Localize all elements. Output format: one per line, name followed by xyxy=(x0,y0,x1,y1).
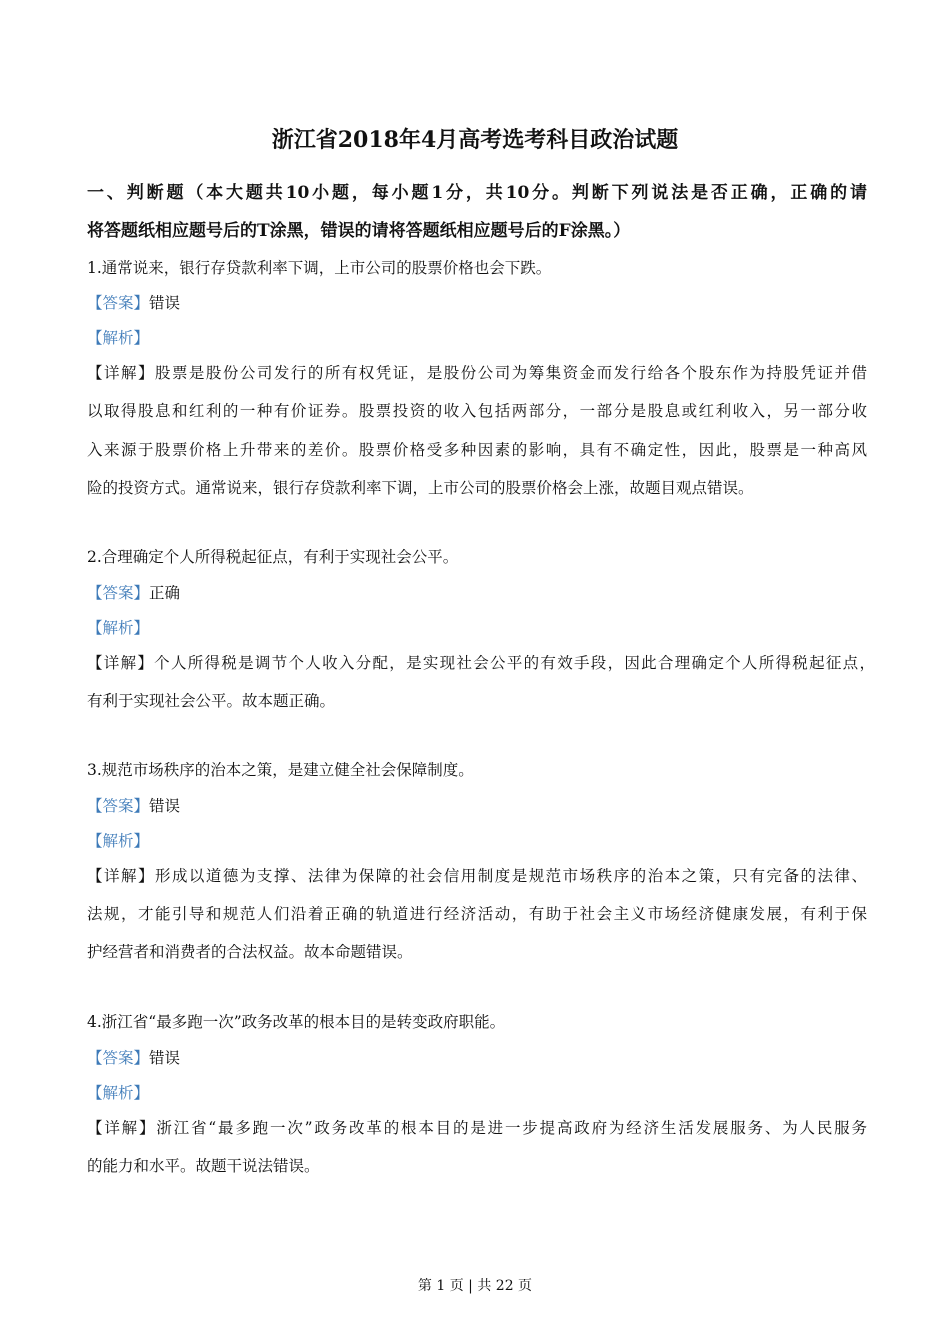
detail-text: 浙江省“最多跑一次”政务改革的根本目的是进一步提高政府为经济生活发展服务、为人民服务 xyxy=(156,1119,867,1137)
detail-1-line-2: 以取得股息和红利的一种有价证券。股票投资的收入包括两部分，一部分是股息或红利收入，另一部分收 xyxy=(87,402,867,420)
answer-3 xyxy=(87,796,180,816)
detail-3-line-3: 护经营者和消费者的合法权益。故本命题错误。 xyxy=(87,943,413,961)
question-3: 3.规范市场秩序的治本之策，是建立健全社会保障制度。 xyxy=(87,761,474,779)
answer-4 xyxy=(87,1048,180,1068)
page-title: 浙江省2018年4月高考选考科目政治试题 xyxy=(271,127,679,153)
analysis-label: 【解析】 xyxy=(87,619,150,637)
answer-label: 【答案】 xyxy=(87,797,150,815)
detail-3-line-1 xyxy=(87,866,867,886)
detail-text: 股票是股份公司发行的所有权凭证，是股份公司为筹集资金而发行给各个股东作为持股凭证并借 xyxy=(154,364,867,382)
detail-4-line-2: 的能力和水平。故题干说法错误。 xyxy=(87,1157,320,1175)
question-1: 1.通常说来，银行存贷款利率下调，上市公司的股票价格也会下跌。 xyxy=(87,259,552,277)
answer-label: 【答案】 xyxy=(87,584,150,602)
section-heading-line-2: 将答题纸相应题号后的T涂黑，错误的请将答题纸相应题号后的F涂黑。） xyxy=(87,221,631,241)
detail-2-line-2: 有利于实现社会公平。故本题正确。 xyxy=(87,692,336,710)
analysis-label: 【解析】 xyxy=(87,1084,150,1102)
analysis-label: 【解析】 xyxy=(87,329,150,347)
answer-value: 错误 xyxy=(149,294,181,312)
answer-value: 错误 xyxy=(149,797,181,815)
question-2: 2.合理确定个人所得税起征点，有利于实现社会公平。 xyxy=(87,548,459,566)
section-heading-line-1: 一、判断题（本大题共10小题，每小题1分，共10分。判断下列说法是否正确，正确的请 xyxy=(87,183,867,203)
answer-label: 【答案】 xyxy=(87,1049,150,1067)
question-4: 4.浙江省“最多跑一次”政务改革的根本目的是转变政府职能。 xyxy=(87,1013,506,1031)
detail-text: 形成以道德为支撑、法律为保障的社会信用制度是规范市场秩序的治本之策，只有完备的法律、 xyxy=(154,867,867,885)
detail-1-line-3: 入来源于股票价格上升带来的差价。股票价格受多种因素的影响，具有不确定性，因此，股票是一种高风 xyxy=(87,441,867,459)
detail-3-line-2: 法规，才能引导和规范人们沿着正确的轨道进行经济活动，有助于社会主义市场经济健康发展，有利于保 xyxy=(87,905,867,923)
answer-value: 错误 xyxy=(149,1049,181,1067)
detail-text: 个人所得税是调节个人收入分配，是实现社会公平的有效手段，因此合理确定个人所得税起征点， xyxy=(154,654,875,672)
answer-value: 正确 xyxy=(149,584,181,602)
analysis-label: 【解析】 xyxy=(87,832,150,850)
answer-1 xyxy=(87,293,180,313)
detail-1-line-4: 险的投资方式。通常说来，银行存贷款利率下调，上市公司的股票价格会上涨，故题目观点错误。 xyxy=(87,479,754,497)
answer-2 xyxy=(87,583,180,603)
detail-2-line-1 xyxy=(87,653,875,673)
detail-label: 【详解】 xyxy=(87,867,155,885)
answer-label: 【答案】 xyxy=(87,294,150,312)
detail-label: 【详解】 xyxy=(87,364,155,382)
detail-label: 【详解】 xyxy=(87,1119,157,1137)
detail-1-line-1 xyxy=(87,363,867,383)
detail-4-line-1 xyxy=(87,1118,867,1138)
page-footer: 第 1 页 | 共 22 页 xyxy=(417,1278,533,1294)
detail-label: 【详解】 xyxy=(87,654,155,672)
